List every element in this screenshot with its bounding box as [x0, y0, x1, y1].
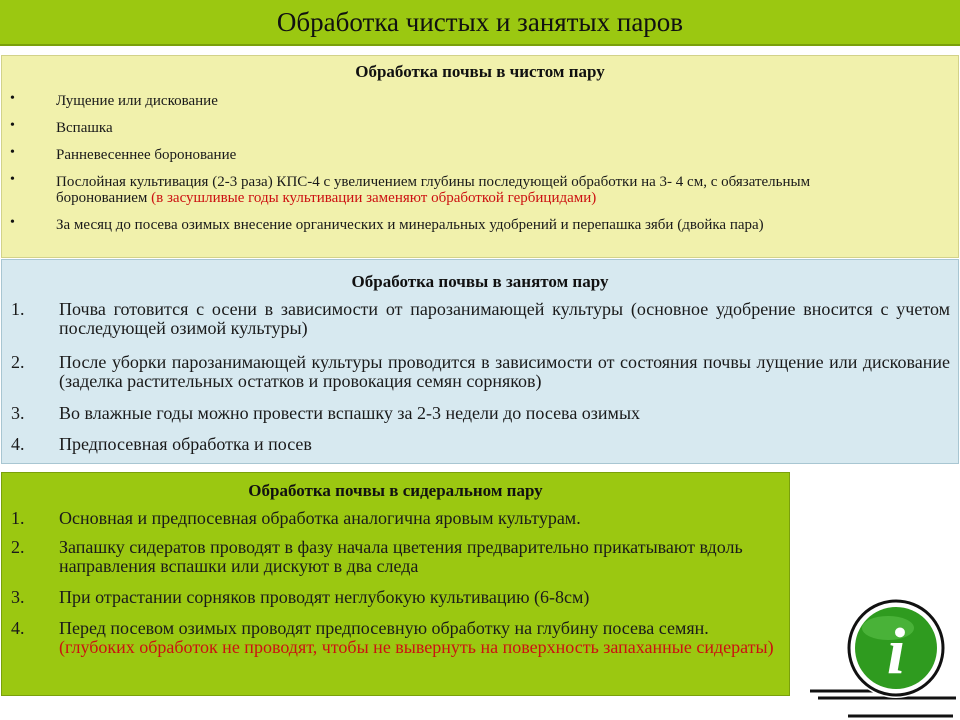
info-icon-glyph: i: [886, 615, 906, 688]
slide-title: [0, 0, 960, 46]
info-icon: [808, 598, 960, 720]
list-item-text: Во влажные годы можно провести вспашку за 2-3 недели до посева озимых: [59, 403, 641, 423]
green-fallow-heading: Обработка почвы в сидеральном пару: [248, 481, 543, 500]
list-item: [2, 147, 958, 163]
clean-fallow-panel: [1, 55, 959, 258]
list-item: [2, 538, 789, 576]
list-item-text: [2, 174, 958, 206]
occupied-fallow-panel: [1, 259, 959, 464]
list-item-text: Лущение или дискование: [56, 93, 218, 109]
list-item-number: 3.: [11, 403, 25, 423]
list-item-text: Ранневесеннее боронование: [56, 147, 237, 163]
clean-fallow-heading: Обработка почвы в чистом пару: [355, 62, 605, 81]
list-item-number: 3.: [11, 587, 25, 607]
list-item: [2, 588, 789, 607]
list-item-note: (глубоких обработок не проводят, чтобы не вывернуть на поверхность запаханные сидераты): [59, 637, 774, 657]
list-item: [2, 619, 789, 657]
list-item-note: (в засушливые годы культивации заменяют обработкой гербицидами): [151, 190, 597, 206]
occupied-fallow-list: [2, 300, 958, 454]
list-item: [2, 300, 958, 338]
list-item-number: 1.: [11, 299, 25, 319]
list-item: [2, 435, 958, 454]
slide-title-text: Обработка чистых и занятых паров: [276, 6, 684, 37]
bullet-icon: •: [10, 215, 15, 230]
list-item: [2, 93, 958, 109]
occupied-fallow-heading: Обработка почвы в занятом пару: [351, 272, 609, 291]
list-item: [2, 509, 789, 528]
list-item-text: Вспашка: [56, 120, 113, 136]
list-item-number: 4.: [11, 434, 25, 454]
list-item: [2, 404, 958, 423]
list-item-main-text: Послойная культивация (2-3 раза) КПС-4 с увеличением глубины последующей обработки на 3- 4 см, с обязательным боронованием: [56, 174, 811, 206]
list-item-text: После уборки парозанимающей культуры проводится в зависимости от состояния почвы лущение или дискование (заделка растительных остатков и провокация семян сорняков): [59, 352, 950, 391]
list-item: [2, 217, 958, 233]
bullet-icon: •: [10, 118, 15, 133]
list-item-text: Запашку сидератов проводят в фазу начала цветения предварительно прикатывают вдоль направления вспашки или дискуют в два следа: [59, 537, 743, 576]
green-fallow-panel: [1, 472, 790, 696]
list-item: [2, 353, 958, 391]
list-item-text: [2, 619, 789, 657]
list-item-text: За месяц до посева озимых внесение органических и минеральных удобрений и перепашка зяби (двойка пара): [56, 217, 764, 233]
list-item-text: Предпосевная обработка и посев: [59, 434, 312, 454]
list-item-text: При отрастании сорняков проводят неглубокую культивацию (6-8см): [59, 587, 590, 607]
list-item-text: Основная и предпосевная обработка аналогична яровым культурам.: [59, 508, 581, 528]
bullet-icon: •: [10, 172, 15, 187]
list-item-number: 1.: [11, 508, 25, 528]
bullet-icon: •: [10, 145, 15, 160]
clean-fallow-list: [2, 93, 958, 233]
list-item-number: 2.: [11, 352, 25, 372]
list-item: [2, 174, 958, 206]
list-item-number: 2.: [11, 537, 25, 557]
list-item-main-text: Перед посевом озимых проводят предпосевную обработку на глубину посева семян.: [59, 618, 709, 638]
bullet-icon: •: [10, 91, 15, 106]
green-fallow-list: [2, 509, 789, 657]
list-item: [2, 120, 958, 136]
list-item-number: 4.: [11, 618, 25, 638]
list-item-text: Почва готовится с осени в зависимости от парозанимающей культуры (основное удобрение вносится с учетом последующей озимой культуры): [59, 299, 950, 338]
